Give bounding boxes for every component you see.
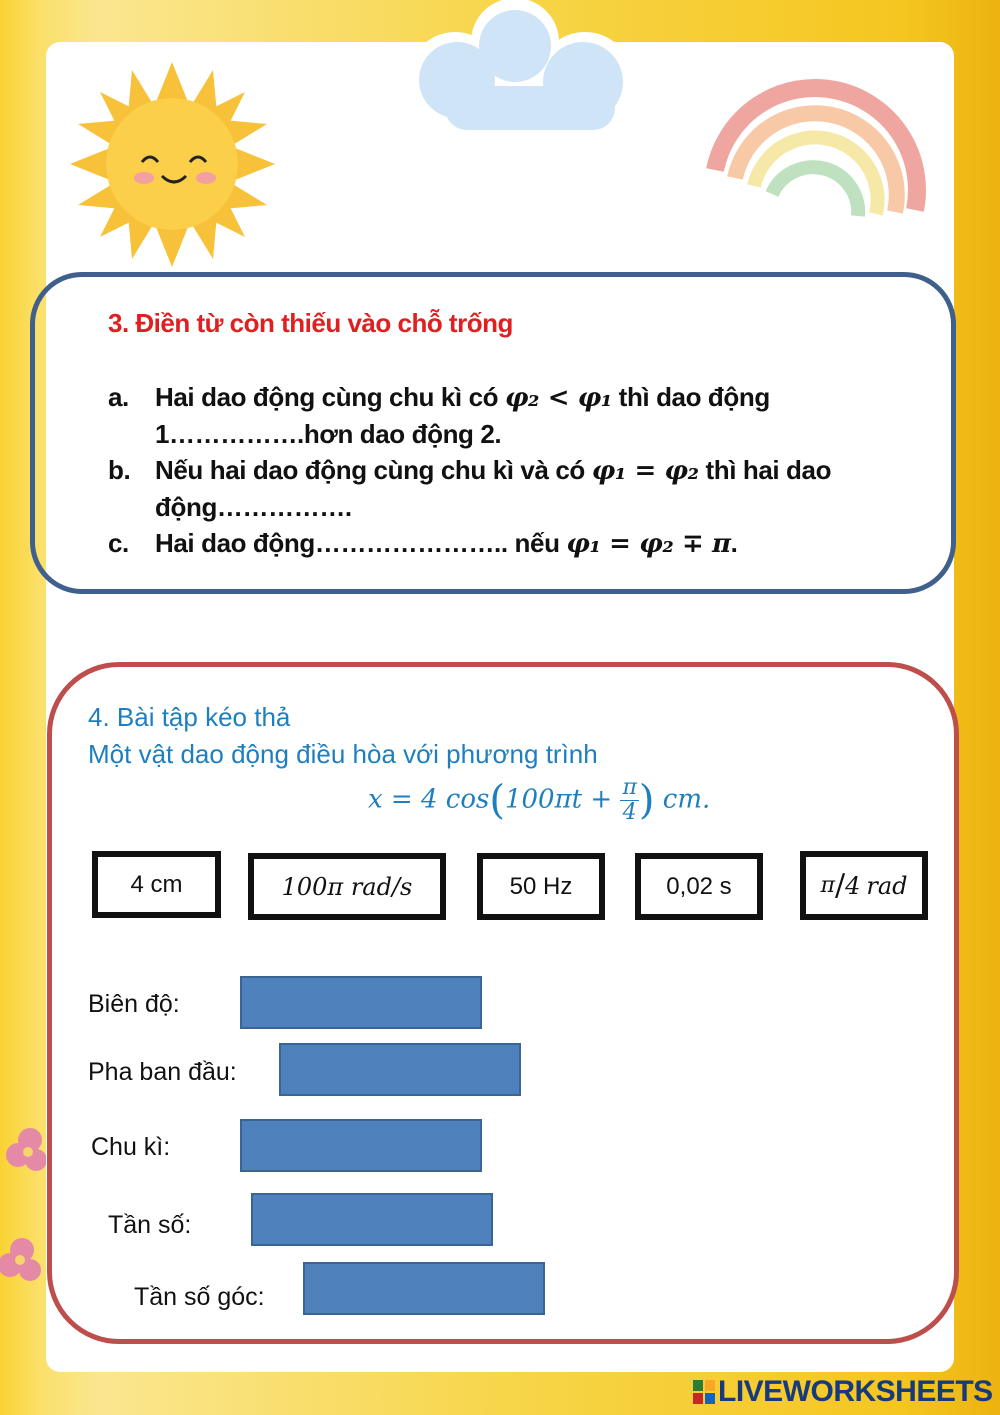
- equation: [368, 776, 710, 825]
- drag-chip-angular-frequency[interactable]: 100π rad/s: [248, 853, 446, 920]
- liveworksheets-logo-icon: [692, 1378, 716, 1406]
- fraction: [620, 776, 638, 825]
- cloud-illustration: [395, 0, 645, 140]
- flower-illustration: [0, 1100, 50, 1300]
- label-amplitude: Biên độ:: [88, 990, 180, 1018]
- dropzone-initial-phase[interactable]: [279, 1043, 521, 1096]
- dropzone-period[interactable]: [240, 1119, 482, 1172]
- fraction-denominator: 4: [622, 800, 637, 825]
- question-b: [108, 455, 831, 486]
- math-expression: φ₁ = φ₂: [591, 456, 699, 486]
- label-angular-frequency: Tần số góc:: [134, 1283, 265, 1311]
- chip-unit: rad: [866, 871, 908, 900]
- dropzone-frequency[interactable]: [251, 1193, 493, 1246]
- paren-close: ): [638, 777, 655, 824]
- rainbow-illustration: [700, 60, 935, 220]
- question-text: Nếu hai dao động cùng chu kì và có: [155, 455, 592, 485]
- section-4-subtitle: Một vật dao động điều hòa với phương trình: [88, 739, 598, 769]
- math-expression: φ₁ = φ₂ ∓ π: [566, 529, 731, 559]
- dropzone-amplitude[interactable]: [240, 976, 482, 1029]
- label-period: Chu kì:: [91, 1133, 171, 1161]
- chip-denominator: 4: [845, 871, 861, 900]
- question-text: Hai dao động………………….. nếu: [155, 528, 567, 558]
- question-c[interactable]: [108, 528, 737, 559]
- chip-numerator: π: [820, 873, 835, 898]
- question-text: .: [730, 528, 738, 558]
- chip-slash: /: [834, 868, 846, 903]
- paren-open: (: [489, 777, 505, 824]
- fraction-numerator: π: [622, 775, 637, 800]
- drag-chip-frequency[interactable]: 50 Hz: [477, 853, 605, 920]
- question-a-line2[interactable]: 1…………….hơn dao động 2.: [155, 419, 502, 449]
- sun-illustration: [70, 62, 275, 267]
- section-4-title: 4. Bài tập kéo thả: [88, 702, 291, 732]
- section-3-title: 3. Điền từ còn thiếu vào chỗ trống: [108, 308, 513, 338]
- question-marker: b.: [108, 455, 131, 485]
- logo-text: LIVEWORKSHEETS: [718, 1375, 993, 1408]
- question-marker: c.: [108, 528, 129, 558]
- math-expression: φ₂ < φ₁: [504, 383, 612, 413]
- liveworksheets-logo[interactable]: [692, 1373, 993, 1411]
- equation-unit: cm.: [654, 784, 711, 815]
- question-text: thì hai dao: [698, 455, 832, 485]
- drag-chip-period[interactable]: 0,02 s: [635, 853, 763, 920]
- question-b-line2[interactable]: động…………….: [155, 492, 352, 522]
- question-a: [108, 382, 770, 413]
- dropzone-angular-frequency[interactable]: [303, 1262, 545, 1315]
- label-initial-phase: Pha ban đầu:: [88, 1058, 237, 1086]
- question-text: thì dao động: [611, 382, 770, 412]
- drag-chip-phase[interactable]: [800, 851, 928, 920]
- question-marker: a.: [108, 382, 129, 412]
- label-frequency: Tần số:: [108, 1211, 192, 1239]
- drag-chip-amplitude[interactable]: 4 cm: [92, 851, 221, 918]
- equation-lhs: x = 4 cos: [368, 784, 490, 815]
- question-text: Hai dao động cùng chu kì có: [155, 382, 505, 412]
- equation-inner: 100πt +: [504, 784, 621, 815]
